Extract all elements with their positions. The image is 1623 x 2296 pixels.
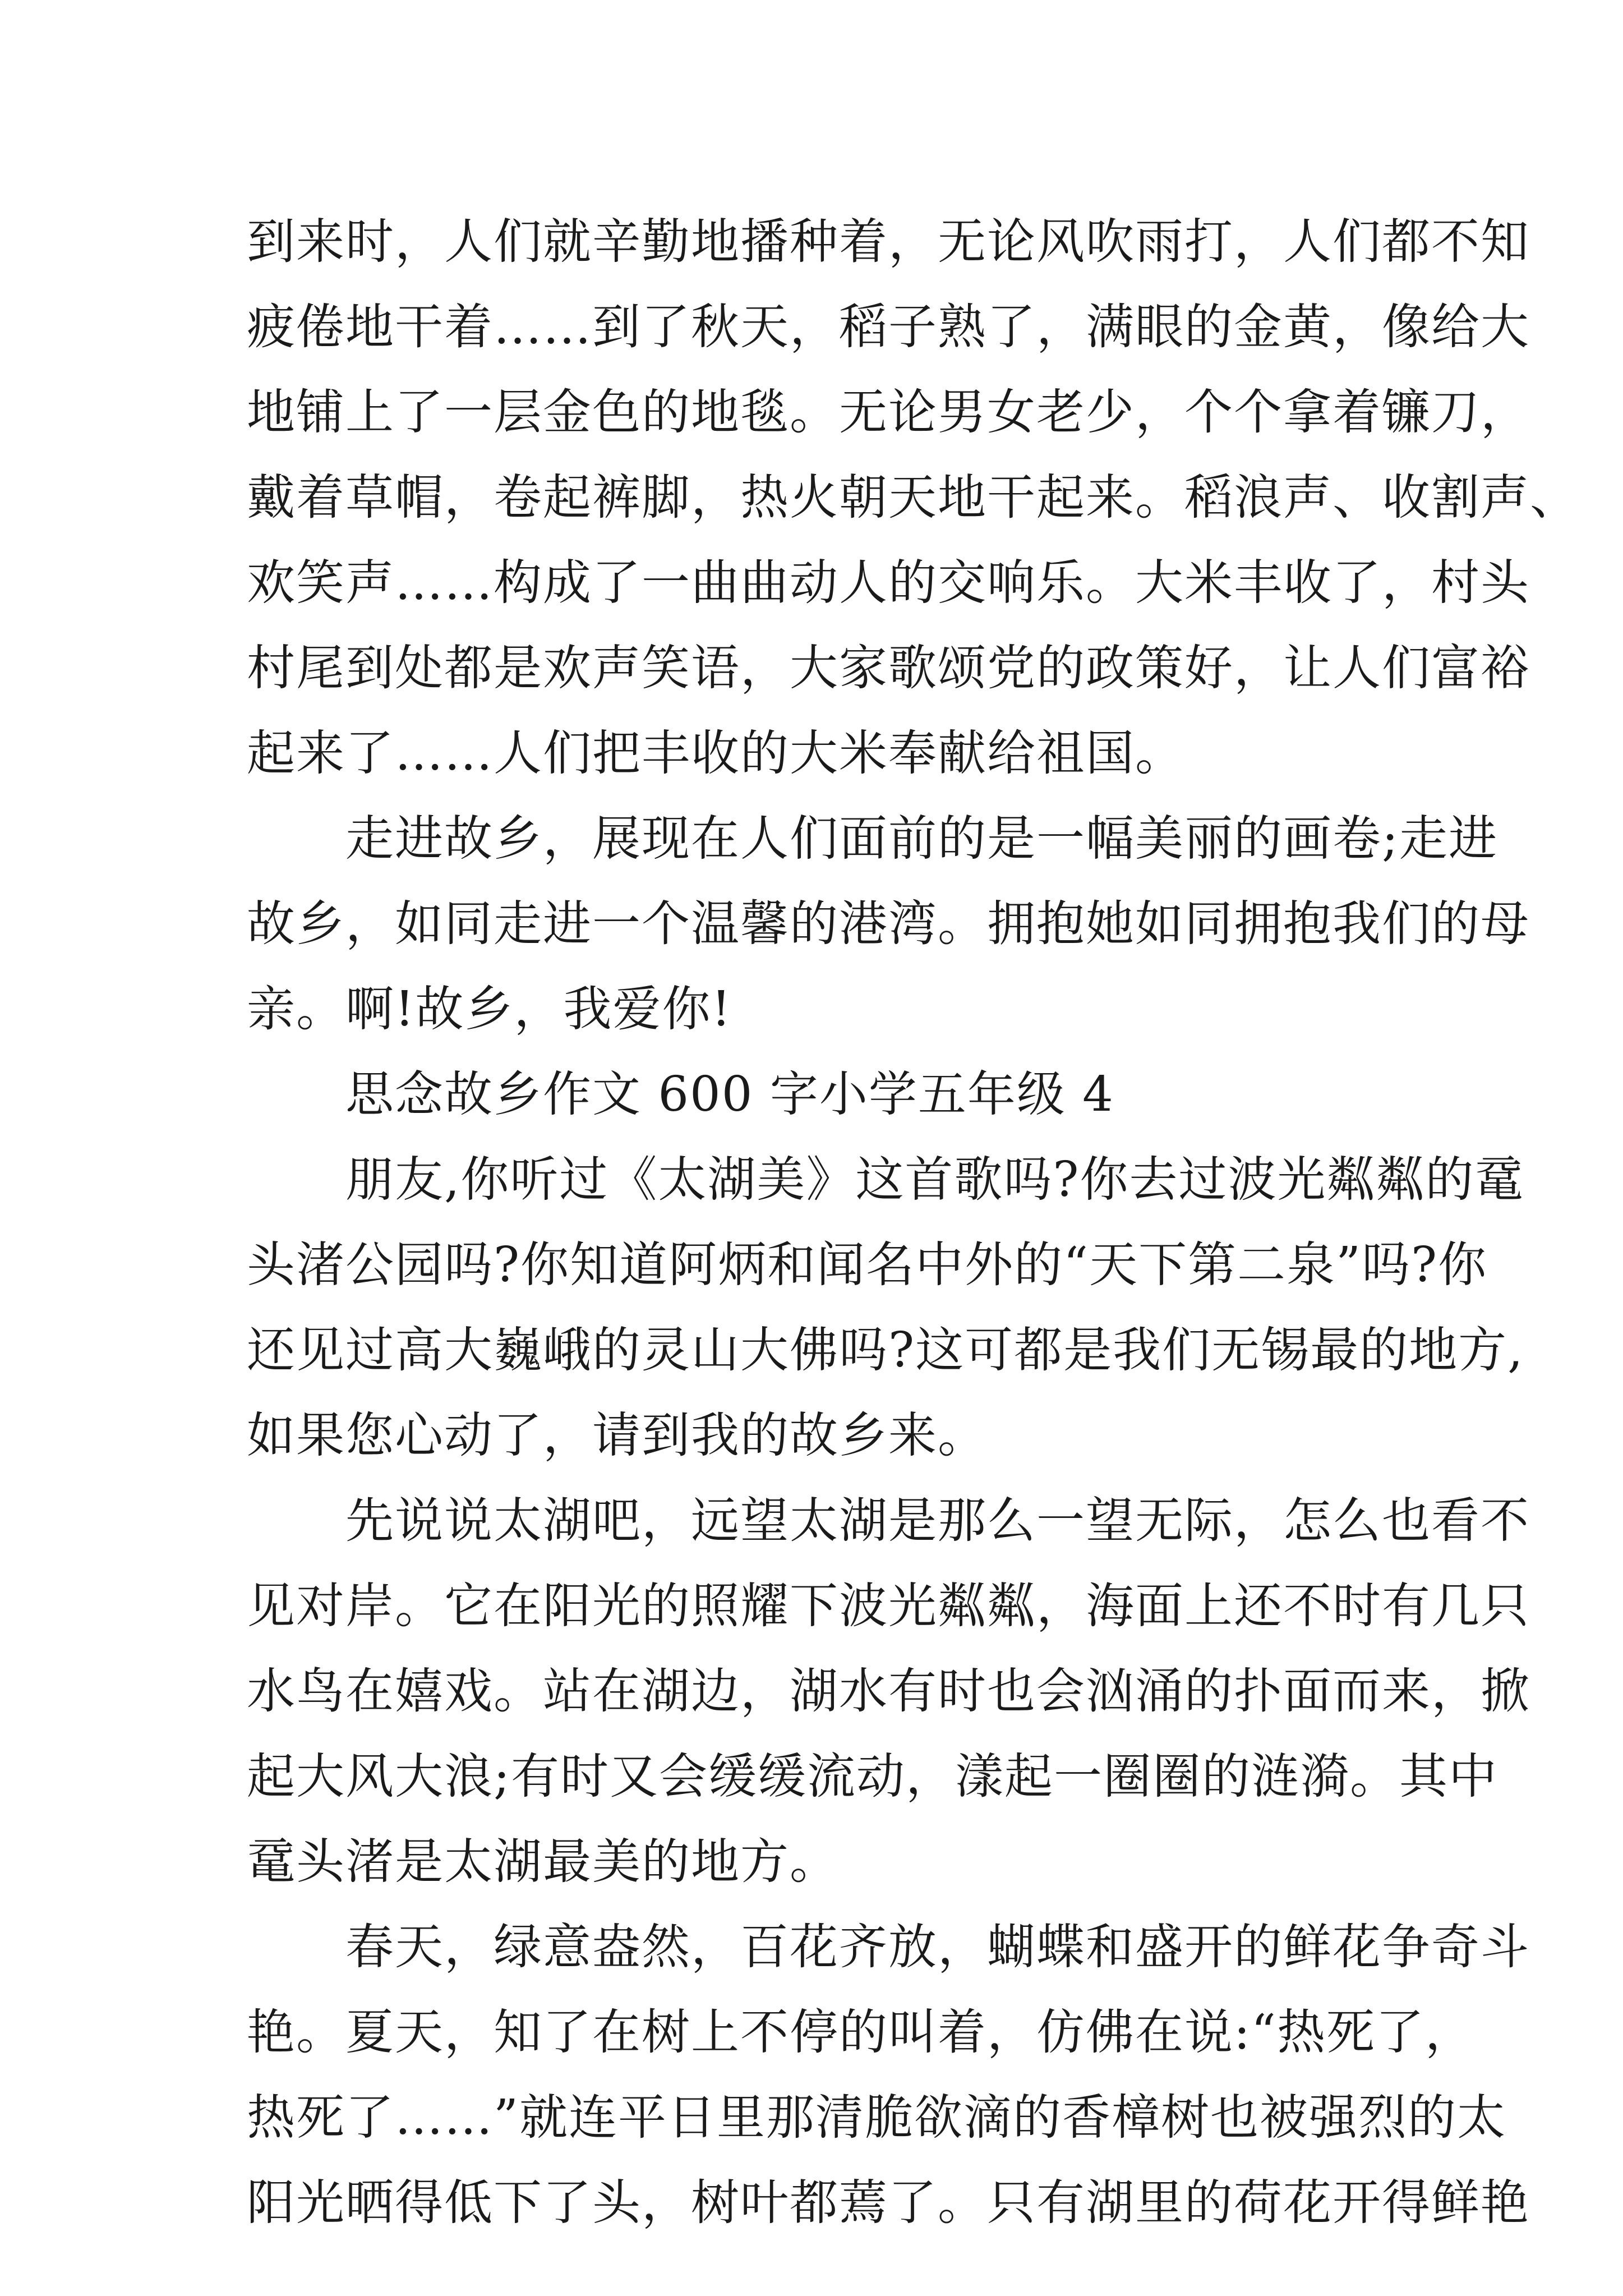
text-line: 鼋头渚是太湖最美的地方。 xyxy=(247,1834,839,1890)
text-line: 春天，绿意盎然，百花齐放，蝴蝶和盛开的鲜花争奇斗 xyxy=(247,1919,1530,1975)
text-line: 见对岸。它在阳光的照耀下波光粼粼，海面上还不时有几只 xyxy=(247,1578,1530,1634)
text-line: 如果您心动了，请到我的故乡来。 xyxy=(247,1407,987,1464)
text-line: 村尾到处都是欢声笑语，大家歌颂党的政策好，让人们富裕 xyxy=(247,640,1530,696)
text-line: 水鸟在嬉戏。站在湖边，湖水有时也会汹涌的扑面而来，掀 xyxy=(247,1663,1530,1719)
text-line: 还见过高大巍峨的灵山大佛吗?这可都是我们无锡最的地方, xyxy=(247,1322,1524,1378)
text-line: 朋友,你听过《太湖美》这首歌吗?你去过波光粼粼的鼋 xyxy=(247,1152,1524,1208)
text-line: 走进故乡，展现在人们面前的是一幅美丽的画卷;走进 xyxy=(247,811,1498,867)
text-line: 亲。啊!故乡，我爱你! xyxy=(247,981,732,1037)
text-line: 阳光晒得低下了头，树叶都蔫了。只有湖里的荷花开得鲜艳 xyxy=(247,2175,1530,2231)
text-line: 先说说太湖吧，远望太湖是那么一望无际，怎么也看不 xyxy=(247,1493,1530,1549)
text-line: 艳。夏天，知了在树上不停的叫着，仿佛在说:“热死了， xyxy=(247,2004,1474,2060)
text-line: 到来时，人们就辛勤地播种着，无论风吹雨打，人们都不知 xyxy=(247,214,1530,270)
text-line: 地铺上了一层金色的地毯。无论男女老少，个个拿着镰刀， xyxy=(247,384,1530,440)
body-text xyxy=(247,199,1579,2246)
text-line: 欢笑声……构成了一曲曲动人的交响乐。大米丰收了，村头 xyxy=(247,555,1530,611)
text-line: 故乡，如同走进一个温馨的港湾。拥抱她如同拥抱我们的母 xyxy=(247,896,1530,952)
section-heading: 思念故乡作文 600 字小学五年级 4 xyxy=(247,1066,1114,1122)
text-line: 热死了……”就连平日里那清脆欲滴的香樟树也被强烈的太 xyxy=(247,2090,1506,2146)
text-line: 戴着草帽，卷起裤脚，热火朝天地干起来。稻浪声、收割声、 xyxy=(247,470,1579,526)
text-line: 头渚公园吗?你知道阿炳和闻名中外的“天下第二泉”吗?你 xyxy=(247,1237,1488,1293)
text-line: 起来了……人们把丰收的大米奉献给祖国。 xyxy=(247,725,1184,781)
text-line: 起大风大浪;有时又会缓缓流动，漾起一圈圈的涟漪。其中 xyxy=(247,1749,1498,1805)
text-line: 疲倦地干着……到了秋天，稻子熟了，满眼的金黄，像给大 xyxy=(247,299,1530,355)
